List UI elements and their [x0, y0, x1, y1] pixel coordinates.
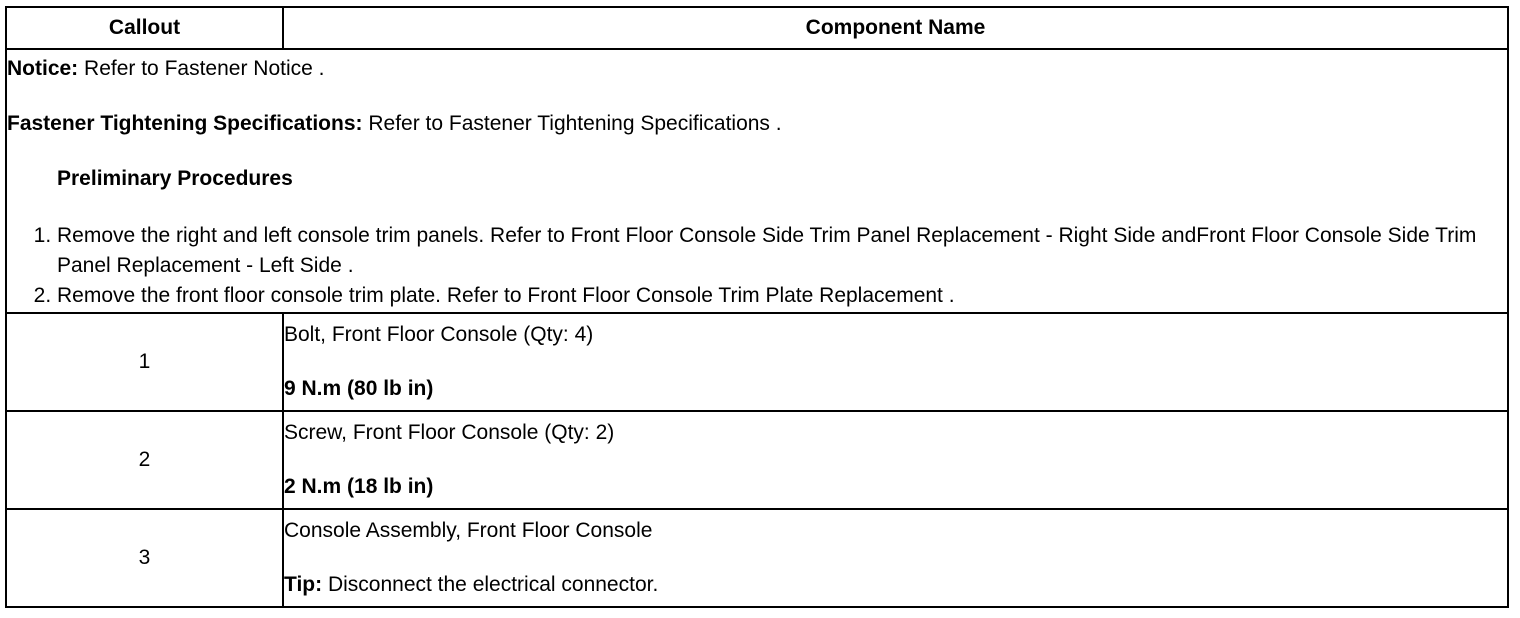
torque-spec: 9 N.m (80 lb in) — [284, 377, 434, 400]
component-name: Bolt, Front Floor Console (Qty: 4) — [284, 323, 594, 346]
step-end: . — [347, 253, 354, 277]
callout-header: Callout — [6, 7, 283, 49]
step-item — [57, 281, 1507, 311]
table-row — [6, 509, 1508, 607]
preliminary-steps — [7, 221, 1507, 311]
notes-cell — [6, 49, 1508, 313]
fastener-notice-link[interactable]: Fastener Notice — [164, 56, 313, 80]
table-row — [6, 313, 1508, 411]
component-name: Console Assembly, Front Floor Console — [284, 519, 653, 542]
notice-label: Notice: — [7, 56, 79, 80]
preliminary-heading: Preliminary Procedures — [57, 166, 293, 190]
notice-end: . — [318, 56, 325, 80]
step-text: Remove the front floor console trim plate. Refer to — [57, 283, 522, 307]
tightening-end: . — [775, 111, 782, 135]
step-mid: and — [1161, 223, 1197, 247]
tip-line — [284, 572, 1507, 598]
component-name-header: Component Name — [283, 7, 1508, 49]
table-row — [6, 411, 1508, 509]
component-cell — [283, 509, 1508, 607]
step-text: Remove the right and left console trim panels. Refer to — [57, 223, 565, 247]
component-name: Screw, Front Floor Console (Qty: 2) — [284, 421, 615, 444]
tightening-spec-link[interactable]: Fastener Tightening Specifications — [448, 111, 770, 135]
torque-spec: 2 N.m (18 lb in) — [284, 475, 434, 498]
notice-line — [7, 56, 1507, 82]
component-table — [5, 6, 1509, 608]
left-side-trim-link[interactable]: Front Floor Console Side Trim Panel Replacement - Left Side — [57, 223, 1477, 277]
callout-cell: 2 — [6, 411, 283, 509]
trim-plate-link[interactable]: Front Floor Console Trim Plate Replacement — [527, 283, 943, 307]
step-item — [57, 221, 1507, 281]
notes-row — [6, 49, 1508, 313]
step-end: . — [948, 283, 955, 307]
tip-label: Tip: — [284, 573, 323, 596]
table-header-row — [6, 7, 1508, 49]
tightening-label: Fastener Tightening Specifications: — [7, 111, 363, 135]
notice-text: Refer to — [84, 56, 159, 80]
right-side-trim-link[interactable]: Front Floor Console Side Trim Panel Replacement - Right Side — [570, 223, 1156, 247]
component-cell — [283, 313, 1508, 411]
tightening-text: Refer to — [368, 111, 444, 135]
tightening-line — [7, 111, 1507, 137]
callout-cell: 3 — [6, 509, 283, 607]
callout-cell: 1 — [6, 313, 283, 411]
tip-text: Disconnect the electrical connector. — [327, 573, 659, 596]
component-cell — [283, 411, 1508, 509]
